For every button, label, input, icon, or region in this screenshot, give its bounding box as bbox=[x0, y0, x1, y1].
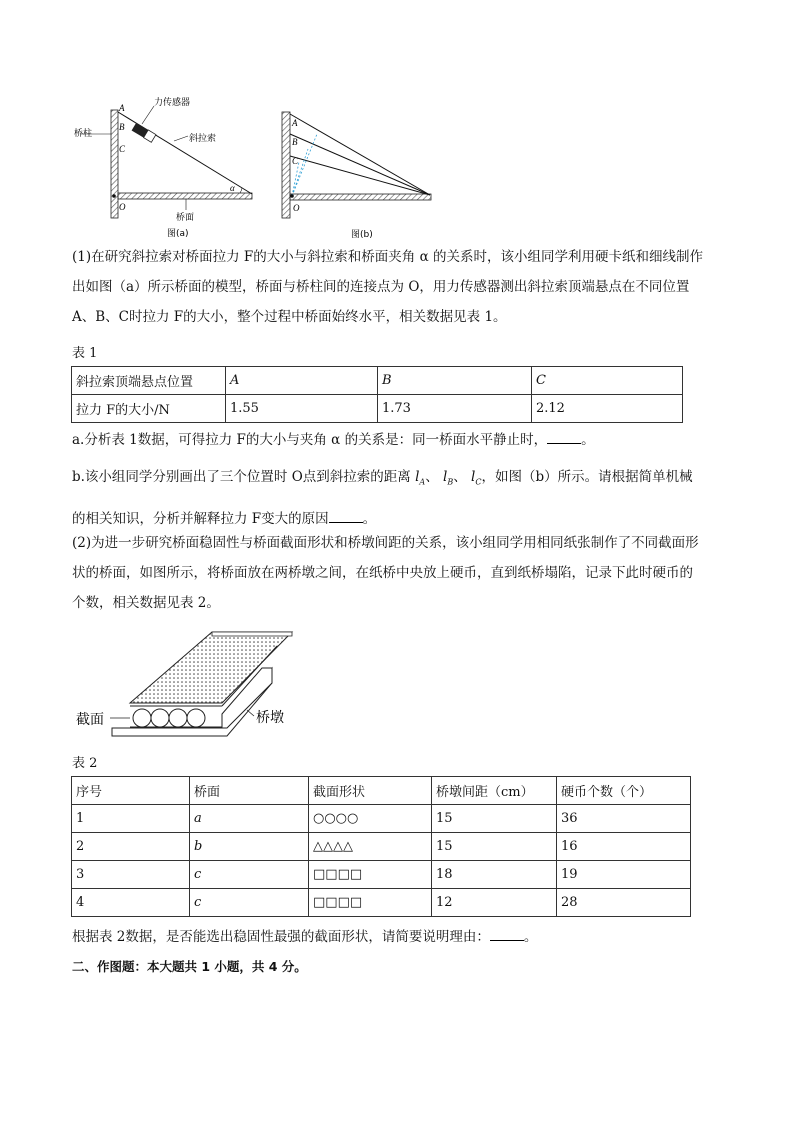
table-row bbox=[72, 889, 691, 917]
alpha-label: α bbox=[230, 183, 235, 193]
table-row bbox=[72, 861, 691, 889]
caption-a: 图(a) bbox=[167, 229, 189, 239]
answer-blank[interactable] bbox=[547, 429, 581, 444]
table-1 bbox=[71, 366, 683, 423]
table-cell: 18 bbox=[432, 861, 557, 889]
sep: 、 bbox=[453, 469, 467, 485]
label-b-b: B bbox=[292, 137, 298, 147]
question-2 bbox=[72, 528, 732, 618]
table-cell: A bbox=[226, 367, 378, 395]
deck-label: 桥面 bbox=[176, 213, 195, 223]
label-b-c: C bbox=[292, 156, 299, 166]
qb-tail1: ，如图（b）所示。请根据简单机械 bbox=[481, 469, 693, 485]
qb-line2: 的相关知识，分析并解释拉力 F变大的原因 bbox=[72, 510, 329, 527]
pillar bbox=[111, 110, 118, 218]
table1-title: 表 1 bbox=[72, 346, 98, 361]
l-b-symbol: l bbox=[443, 469, 448, 485]
table-cell: 1 bbox=[72, 805, 190, 833]
label-o: O bbox=[119, 202, 126, 212]
table-header-row bbox=[72, 777, 691, 805]
table-cell: △△△△ bbox=[309, 833, 432, 861]
q2-line3: 个数，相关数据见表 2。 bbox=[72, 595, 220, 611]
table-cell: 2 bbox=[72, 833, 190, 861]
q2-line1: (2)为进一步研究桥面稳固性与桥面截面形状和桥墩间距的关系，该小组同学用相同纸张制作了不同截面形 bbox=[72, 535, 699, 551]
question-1 bbox=[72, 242, 732, 332]
table-cell: 28 bbox=[557, 889, 691, 917]
label-c: C bbox=[119, 144, 126, 154]
question-3 bbox=[72, 922, 732, 952]
l-a-sub: A bbox=[419, 477, 426, 487]
section-label: 截面 bbox=[76, 711, 104, 727]
table-cell: 15 bbox=[432, 805, 557, 833]
table-header-cell: 桥墩间距（cm） bbox=[432, 777, 557, 805]
qb-end: 。 bbox=[362, 510, 377, 527]
table-cell: 16 bbox=[557, 833, 691, 861]
table-cell: 15 bbox=[432, 833, 557, 861]
l-b-sub: B bbox=[447, 477, 454, 487]
l-c-symbol: l bbox=[471, 469, 476, 485]
table-header-cell: 硬币个数（个） bbox=[557, 777, 691, 805]
label-b-o: O bbox=[293, 203, 300, 213]
table-cell: 36 bbox=[557, 805, 691, 833]
q1-line2: 出如图（a）所示桥面的模型，桥面与桥柱间的连接点为 O，用力传感器测出斜拉索顶端悬点在不同位置 bbox=[72, 279, 690, 295]
table-cell: 12 bbox=[432, 889, 557, 917]
table-cell: 4 bbox=[72, 889, 190, 917]
q1-line1: (1)在研究斜拉索对桥面拉力 F的大小与斜拉索和桥面夹角 α 的关系时，该小组同学利用硬卡纸和细线制作 bbox=[72, 249, 703, 265]
table-row bbox=[72, 367, 683, 395]
q3-text: 根据表 2数据，是否能选出稳固性最强的截面形状，请简要说明理由： bbox=[72, 929, 490, 945]
table-row bbox=[72, 833, 691, 861]
label-b: B bbox=[119, 122, 125, 132]
table-cell: 19 bbox=[557, 861, 691, 889]
pier-label: 桥墩 bbox=[256, 709, 284, 725]
question-a bbox=[72, 425, 732, 455]
qb-line1: b.该小组同学分别画出了三个位置时 O点到斜拉索的距离 bbox=[72, 469, 411, 485]
section-2-heading: 二、作图题：本大题共 1 小题，共 4 分。 bbox=[72, 959, 307, 974]
table-header-cell: 截面形状 bbox=[309, 777, 432, 805]
table-cell: a bbox=[190, 805, 309, 833]
table-cell: 拉力 F的大小/N bbox=[72, 395, 226, 423]
force-sensor bbox=[132, 123, 156, 143]
table-cell: 1.55 bbox=[226, 395, 378, 423]
table-cell: 1.73 bbox=[378, 395, 532, 423]
l-a-symbol: l bbox=[415, 469, 420, 485]
pillar-label: 桥柱 bbox=[74, 129, 93, 139]
section-circles bbox=[133, 709, 205, 727]
deck bbox=[118, 193, 252, 199]
sensor-label: 力传感器 bbox=[154, 98, 191, 108]
qa-end: 。 bbox=[581, 432, 595, 448]
question-b bbox=[72, 462, 732, 534]
table-cell: c bbox=[190, 861, 309, 889]
table-cell: 斜拉索顶端悬点位置 bbox=[72, 367, 226, 395]
table-header-cell: 桥面 bbox=[190, 777, 309, 805]
pillar-b bbox=[282, 112, 290, 218]
q3-end: 。 bbox=[523, 929, 538, 945]
table-cell: □□□□ bbox=[309, 861, 432, 889]
sep: 、 bbox=[425, 469, 439, 485]
table-cell: ○○○○ bbox=[309, 805, 432, 833]
table-cell: B bbox=[378, 367, 532, 395]
q1-line3: A、B、C时拉力 F的大小，整个过程中桥面始终水平，相关数据见表 1。 bbox=[72, 309, 507, 325]
answer-blank[interactable] bbox=[490, 926, 524, 941]
table-cell: □□□□ bbox=[309, 889, 432, 917]
figure-b bbox=[275, 104, 440, 240]
table-cell: b bbox=[190, 833, 309, 861]
label-a: A bbox=[119, 103, 125, 113]
table2-title: 表 2 bbox=[72, 756, 98, 771]
deck-b bbox=[290, 194, 431, 200]
answer-blank[interactable] bbox=[329, 508, 363, 523]
table-cell: 3 bbox=[72, 861, 190, 889]
table-row bbox=[72, 805, 691, 833]
caption-b: 图(b) bbox=[351, 230, 373, 240]
table-cell: c bbox=[190, 889, 309, 917]
cable-label: 斜拉索 bbox=[189, 134, 217, 144]
figure-a bbox=[70, 96, 270, 241]
table-cell: C bbox=[532, 367, 683, 395]
table-2 bbox=[71, 776, 691, 917]
table-cell: 2.12 bbox=[532, 395, 683, 423]
l-c-sub: C bbox=[475, 477, 482, 487]
qa-text: a.分析表 1数据，可得拉力 F的大小与夹角 α 的关系是：同一桥面水平静止时， bbox=[72, 432, 548, 448]
table-row bbox=[72, 395, 683, 423]
table-header-cell: 序号 bbox=[72, 777, 190, 805]
bridge-figure bbox=[72, 628, 302, 743]
q2-line2: 状的桥面，如图所示，将桥面放在两桥墩之间，在纸桥中央放上硬币，直到纸桥塌陷，记录下此时硬币的 bbox=[72, 565, 693, 581]
label-b-a: A bbox=[292, 118, 298, 128]
